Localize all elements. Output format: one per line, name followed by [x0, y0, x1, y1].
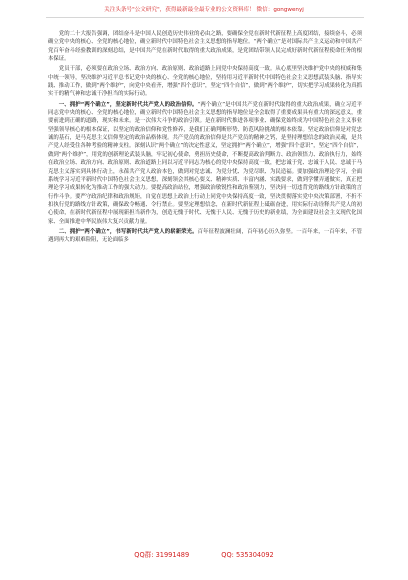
header-divider: [46, 17, 364, 18]
paragraph-text: 党员干部，必须要在政治立场、政治方向、政治原则、政治道路上同党中央保持高度一致。从心底里坚决维护党中央的权威和集中统一领导，坚决维护习近平总书记党中央的核心、全党的核心地位，坚持用习近平新时代中国特色社会主义思想武装头脑、指导实践、推动工作，做到“两个维护”，向党中央看齐，增强“四个意识”，坚定“四个自信”，做到“两个维护”，切实把学习成果转化为真抓实干的精气神和忠诚干净担当的实际行动。: [48, 66, 362, 98]
paragraph-3: [48, 101, 362, 226]
section-heading: 二、拥护“两个确立”，书写新时代共产党人的崭新荣光。: [58, 228, 198, 235]
qq-contact-label[interactable]: QQ: 535304092: [221, 551, 274, 559]
section-heading: 一、拥护“两个确立”，坚定新时代共产党人的政治信仰。: [58, 101, 198, 108]
paragraph-4: [48, 228, 362, 245]
paragraph-1: [48, 30, 362, 63]
paragraph-text: “两个确立”是中国共产党在新时代取得的重大政治成果，确立习近平同志党中央的核心、全党的核心地位，确立新时代中国特色社会主义思想的指导地位是全会取得了重要成果具有重大的深远意义，重要前进到正确的道路，现实和未来。是一次伟大斗争的政治引领。是在新时代推进各项事业、确保党始终成为中国特色社会主义事业坚强领导核心的根本保证，以坚定的政治信仰和党性修养，是我们正确判断形势、防范风险挑战的根本依靠。坚定政治信仰是对党忠诚的基石，是马克思主义信仰坚定的政治品格体现。共产党员的政治信仰是共产党员的精神之钙，是坚持理想信念的政治灵魂，是共产党人经受住各种考验的精神支柱。深刻认识“两个确立”的决定性意义，坚定拥护“两个确立”，增强“四个意识”，坚定“四个自信”，做到“两个维护”，用党的创新理论武装头脑，牢记初心使命，勇担历史使命，不断提高政治判断力、政治领悟力、政治执行力，始终在政治立场、政治方向、政治原则、政治道路上同以习近平同志为核心的党中央保持高度一致，把忠诚于党、忠诚于人民、忠诚于马克思主义落实到具体行动上，永葆共产党人政治本色，做到对党忠诚、为党分忧、为党尽职、为民造福。要加强政治理论学习，全面系统学习习近平新时代中国特色社会主义思想，深刻领会其核心要义、精神实质、丰富内涵、实践要求，做到学懂弄通做实，真正把理论学习成果转化为推动工作的强大动力。要提高政治站位，增强政治敏锐性和政治鉴别力，坚决同一切违背党的路线方针政策的言行作斗争。要严守政治纪律和政治规矩，自觉在思想上政治上行动上同党中央保持高度一致，坚决贯彻落实党中央决策部署，不折不扣执行党的路线方针政策，确保政令畅通、令行禁止。要坚定理想信念，在新时代新征程上砥砺奋进，用实际行动诠释共产党人的初心使命，在新时代新征程中展现新担当新作为，创造无愧于时代、无愧于人民、无愧于历史的新业绩，为全面建设社会主义现代化国家、全面推进中华民族伟大复兴贡献力量。: [48, 101, 362, 225]
document-body: [48, 30, 362, 247]
footer-contact-bar: [0, 550, 408, 560]
top-promo-banner[interactable]: 关注头条号"公文研究"，获得最新最全最专业的公文资料库！ 微信：gongwenyj: [104, 7, 304, 13]
qq-group-label[interactable]: QQ群: 31991489: [134, 551, 190, 559]
paragraph-text: 党的二十大报告强调，团结奋斗是中国人民创造历史伟业的必由之路，要确保全党在新时代新征程上高度团结，接续奋斗，必须确立党中央的核心、全党的核心地位，确立新时代中国特色社会主义思想的指导地位。“两个确立”是对国际共产主义运动和中国共产党百年奋斗经验教训的深刻总结，是中国共产党在新时代取得的重大政治成果，是党团结带领人民完成好新时代新征程使命任务的根本保证。: [48, 31, 362, 63]
paragraph-2: [48, 65, 362, 98]
paragraph-text: 百年征程波澜壮阔，百年初心历久弥坚。一百年来，一百年来，不管遇到再大的艰难险阻，无论面临多: [48, 228, 362, 244]
